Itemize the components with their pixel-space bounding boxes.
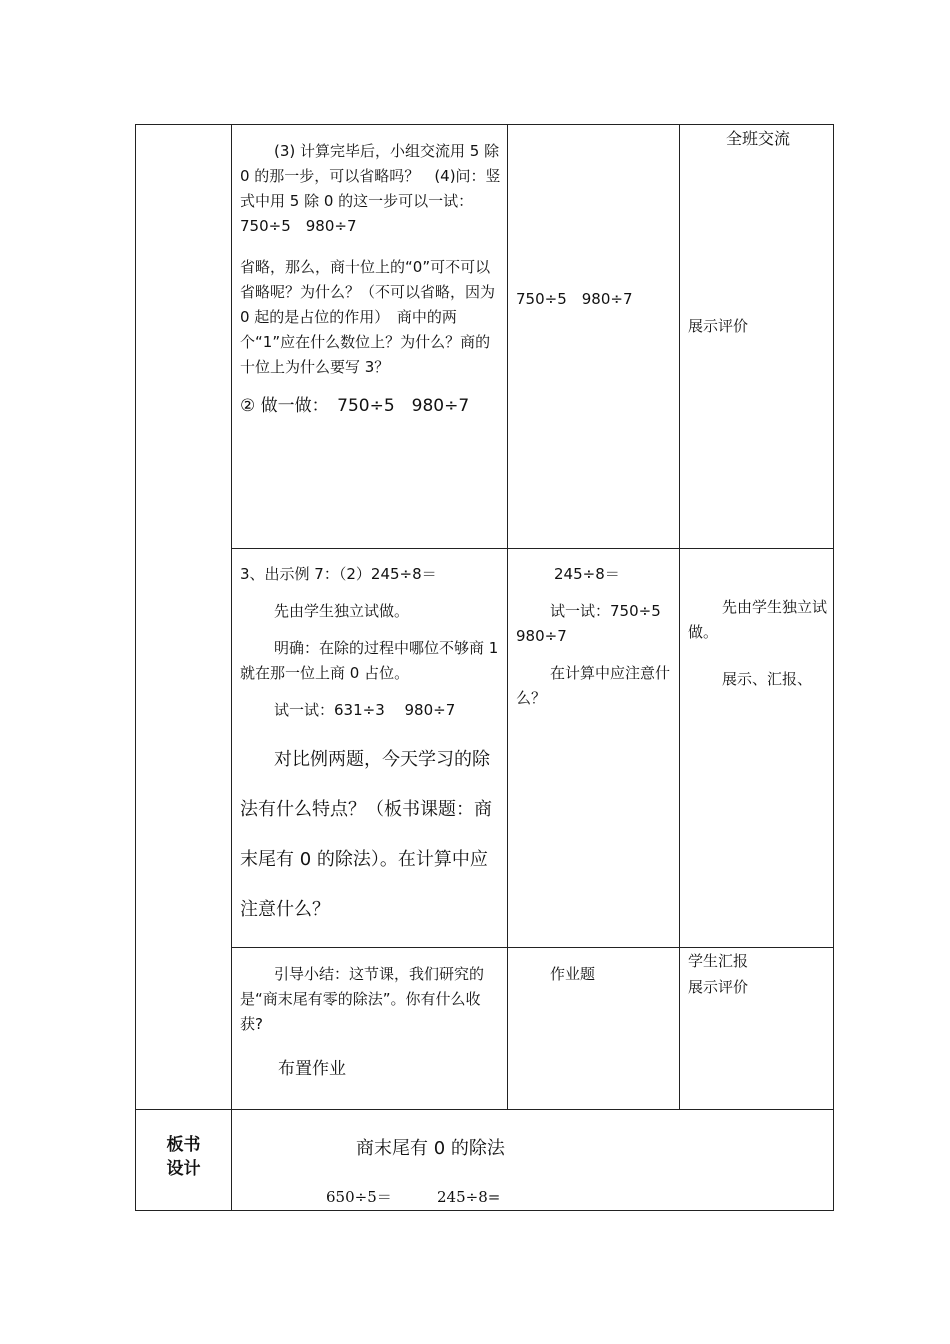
table-right-border [833, 124, 834, 1211]
row1-question-text: (3) 计算完毕后，小组交流用 5 除 0 的那一步，可以省略吗？ (4)问：竖式中用 5 除 0 的这一步可以一试：750÷5 980÷7 [240, 142, 501, 235]
board-equation-1: 650÷5＝ [326, 1188, 392, 1206]
board-label [136, 1133, 231, 1181]
row1-student-cell [516, 287, 676, 312]
row2-teaching-cell [240, 562, 502, 935]
board-label-line2: 设计 [166, 1159, 201, 1179]
row2-student-eq: 245÷8＝ [554, 565, 620, 583]
row2-intent-try: 先由学生独立试做。 [688, 598, 828, 641]
row2-clarify-text: 明确：在除的过程中哪位不够商 1 就在那一位上商 0 占位。 [240, 639, 499, 682]
row2-try-text: 先由学生独立试做。 [274, 602, 410, 620]
row1-student-text: 750÷5 980÷7 [516, 290, 633, 308]
row3-student-report: 学生汇报 [688, 952, 749, 970]
row-divider-3 [135, 1109, 834, 1110]
board-equation-2: 245÷8= [437, 1188, 501, 1206]
row1-class-exchange: 全班交流 [725, 129, 790, 148]
row3-teaching-cell [240, 962, 502, 1082]
row1-teaching-cell [240, 139, 502, 419]
row2-intent-report: 展示、汇报、 [722, 670, 813, 688]
table-bottom-border [135, 1210, 834, 1211]
col-divider-3 [679, 124, 680, 1110]
row2-student-try: 试一试：750÷5 980÷7 [516, 602, 661, 645]
row1-explanation-text: 省略，那么，商十位上的“0”可不可以省略呢？为什么？（不可以省略，因为 0 起的是占位的作用） 商中的两个“1”应在什么数位上？为什么？商的十位上为什么要写 3？ [240, 258, 496, 376]
board-title: 商末尾有 0 的除法 [356, 1138, 505, 1159]
row2-practice-text: 试一试：631÷3 980÷7 [274, 701, 456, 719]
col-divider-2 [507, 124, 508, 1110]
board-label-line1: 板书 [166, 1135, 201, 1155]
row2-student-notice: 在计算中应注意什么？ [516, 664, 671, 707]
row3-summary-text: 引导小结：这节课，我们研究的是“商末尾有零的除法”。你有什么收获? [240, 965, 485, 1033]
table-left-border [135, 124, 136, 1211]
row2-compare-text: 对比例两题，今天学习的除法有什么特点？（板书课题：商末尾有 0 的除法）。在计算中应注意什么？ [240, 749, 492, 920]
row-divider-1 [231, 548, 834, 549]
row2-intent-cell [688, 595, 828, 692]
row3-homework-label: 作业题 [550, 965, 596, 983]
row3-show-evaluate: 展示评价 [688, 978, 749, 996]
row1-show-evaluate: 展示评价 [688, 317, 749, 335]
row1-intent-mid [688, 314, 828, 339]
row3-student-cell [516, 962, 676, 987]
row3-homework-text: 布置作业 [278, 1059, 346, 1079]
table-top-border [135, 124, 834, 125]
row2-example-text: 3、出示例 7：（2）245÷8＝ [240, 565, 437, 583]
row2-student-cell [516, 562, 676, 711]
col-divider-1 [231, 124, 232, 1211]
row1-exercise-text: ② 做一做： 750÷5 980÷7 [240, 396, 470, 416]
row1-intent-top [688, 126, 828, 151]
row3-intent-cell [688, 948, 828, 1000]
